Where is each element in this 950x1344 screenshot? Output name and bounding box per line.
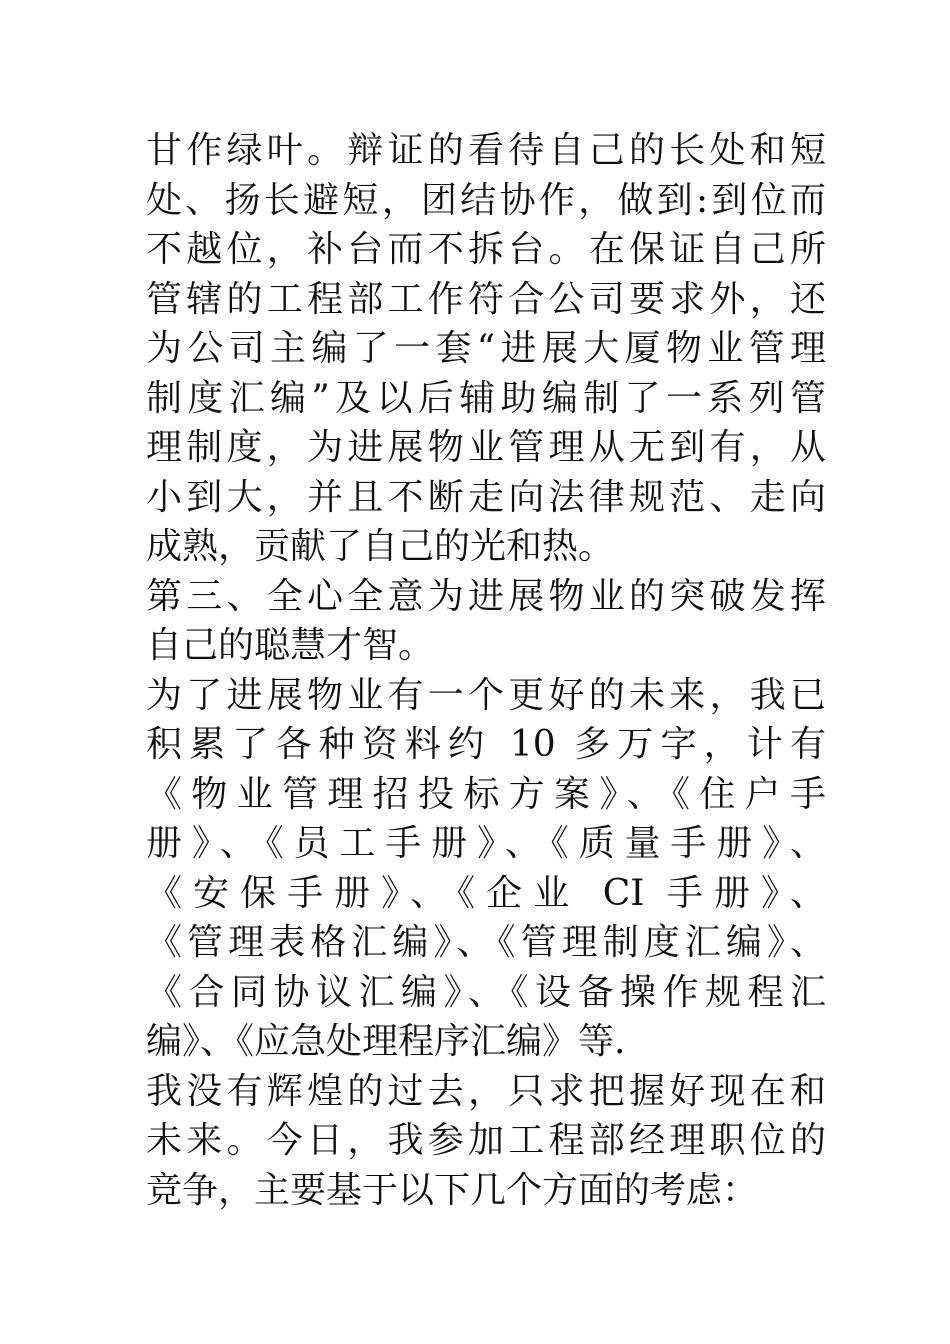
text-line: 《物业管理招投标方案》、《住户手 bbox=[146, 773, 826, 815]
text-line: 管辖的工程部工作符合公司要求外，还 bbox=[146, 278, 826, 320]
text-line: 不越位，补台而不拆台。在保证自己所 bbox=[146, 229, 826, 270]
text-line: 制度汇编”及以后辅助编制了一系列管 bbox=[146, 377, 826, 419]
text-line: 竞争，主要基于以下几个方面的考虑： bbox=[146, 1169, 759, 1211]
text-line: 小到大，并且不断走向法律规范、走向 bbox=[146, 476, 826, 518]
text-line: 理制度，为进展物业管理从无到有，从 bbox=[146, 427, 826, 468]
text-line: 未来。今日，我参加工程部经理职位的 bbox=[146, 1120, 826, 1161]
text-line: 为公司主编了一套“进展大厦物业管理 bbox=[146, 328, 826, 369]
text-line: 《管理表格汇编》、《管理制度汇编》、 bbox=[146, 922, 826, 963]
text-line: 甘作绿叶。辩证的看待自己的长处和短 bbox=[146, 130, 826, 171]
text-line: 处、扬长避短，团结协作，做到:到位而 bbox=[146, 179, 826, 221]
body-text bbox=[146, 126, 826, 1215]
text-line: 为了进展物业有一个更好的未来，我已 bbox=[146, 674, 826, 716]
text-line: 积累了各种资料约 10 多万字，计有 bbox=[146, 724, 826, 765]
text-line: 《安保手册》、《企业 CI 手册》、 bbox=[146, 872, 826, 914]
text-line: 编》、《应急处理程序汇编》等. bbox=[146, 1021, 626, 1062]
text-line: 我没有辉煌的过去，只求把握好现在和 bbox=[146, 1070, 826, 1112]
text-line: 《合同协议汇编》、《设备操作规程汇 bbox=[146, 971, 826, 1013]
text-line: 成熟，贡献了自己的光和热。 bbox=[146, 526, 615, 567]
text-line: 第三、全心全意为进展物业的突破发挥 bbox=[146, 575, 826, 617]
text-line: 册》、《员工手册》、《质量手册》、 bbox=[146, 823, 826, 864]
text-line: 自己的聪慧才智。 bbox=[146, 625, 435, 666]
